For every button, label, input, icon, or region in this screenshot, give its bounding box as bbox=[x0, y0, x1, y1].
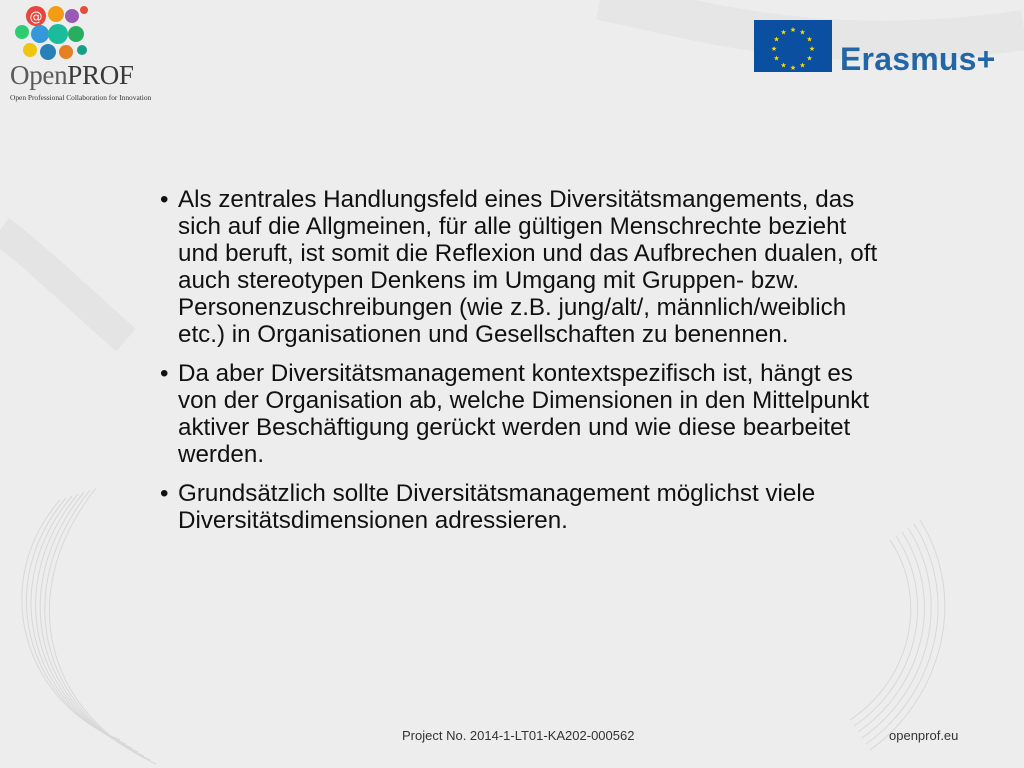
svg-text:★: ★ bbox=[780, 61, 787, 70]
bullet-text: Als zentrales Handlungsfeld eines Diversitätsmangements, das sich auf die Allgmeinen, für alle gültigen Menschrechte bezieht und beruft, ist somit die Reflexion und das Aufbrechen dualen, oft auch stereotypen Denkens im Umgang mit Gruppen- bzw. Personenzuschreibungen (wie z.B. jung/alt/, männlich/weiblich etc.) in Organisationen und Gesellschaften zu benennen. bbox=[178, 186, 878, 348]
slide-content bbox=[160, 186, 880, 546]
openprof-social-icons-cluster bbox=[10, 2, 94, 62]
bullet-marker: • bbox=[160, 480, 169, 507]
svg-text:★: ★ bbox=[806, 54, 813, 63]
brand-name: OpenPROF bbox=[10, 60, 134, 90]
svg-text:★: ★ bbox=[773, 54, 780, 63]
svg-text:★: ★ bbox=[808, 45, 816, 53]
bullet-marker: • bbox=[160, 360, 169, 387]
bullet-list bbox=[160, 186, 880, 534]
bullet-item bbox=[160, 480, 880, 534]
svg-text:★: ★ bbox=[789, 64, 797, 72]
svg-text:★: ★ bbox=[806, 35, 813, 44]
bullet-item bbox=[160, 360, 880, 468]
svg-text:★: ★ bbox=[799, 61, 806, 70]
erasmus-plus-logo bbox=[754, 20, 1009, 77]
erasmus-plus-wordmark: Erasmus+ bbox=[840, 41, 996, 77]
svg-text:★: ★ bbox=[780, 28, 787, 37]
openprof-logo bbox=[4, 2, 174, 106]
bullet-item bbox=[160, 186, 880, 348]
footer-project-number: Project No. 2014-1-LT01-KA202-000562 bbox=[402, 728, 635, 743]
bullet-text: Grundsätzlich sollte Diversitätsmanagement möglichst viele Diversitätsdimensionen adressieren. bbox=[178, 480, 816, 534]
footer-website: openprof.eu bbox=[889, 728, 959, 743]
bullet-marker: • bbox=[160, 186, 169, 213]
svg-text:★: ★ bbox=[770, 45, 778, 53]
svg-text:@: @ bbox=[29, 10, 43, 25]
svg-text:★: ★ bbox=[799, 28, 806, 37]
svg-text:★: ★ bbox=[789, 26, 797, 34]
eu-flag-icon bbox=[754, 20, 832, 72]
brand-tagline: Open Professional Collaboration for Innovation bbox=[10, 93, 152, 102]
svg-text:★: ★ bbox=[773, 35, 780, 44]
bullet-text: Da aber Diversitätsmanagement kontextspezifisch ist, hängt es von der Organisation ab, welche Dimensionen in den Mittelpunkt aktiver Beschäftigung gerückt werden und wie diese bearbeitet werden. bbox=[178, 360, 870, 468]
